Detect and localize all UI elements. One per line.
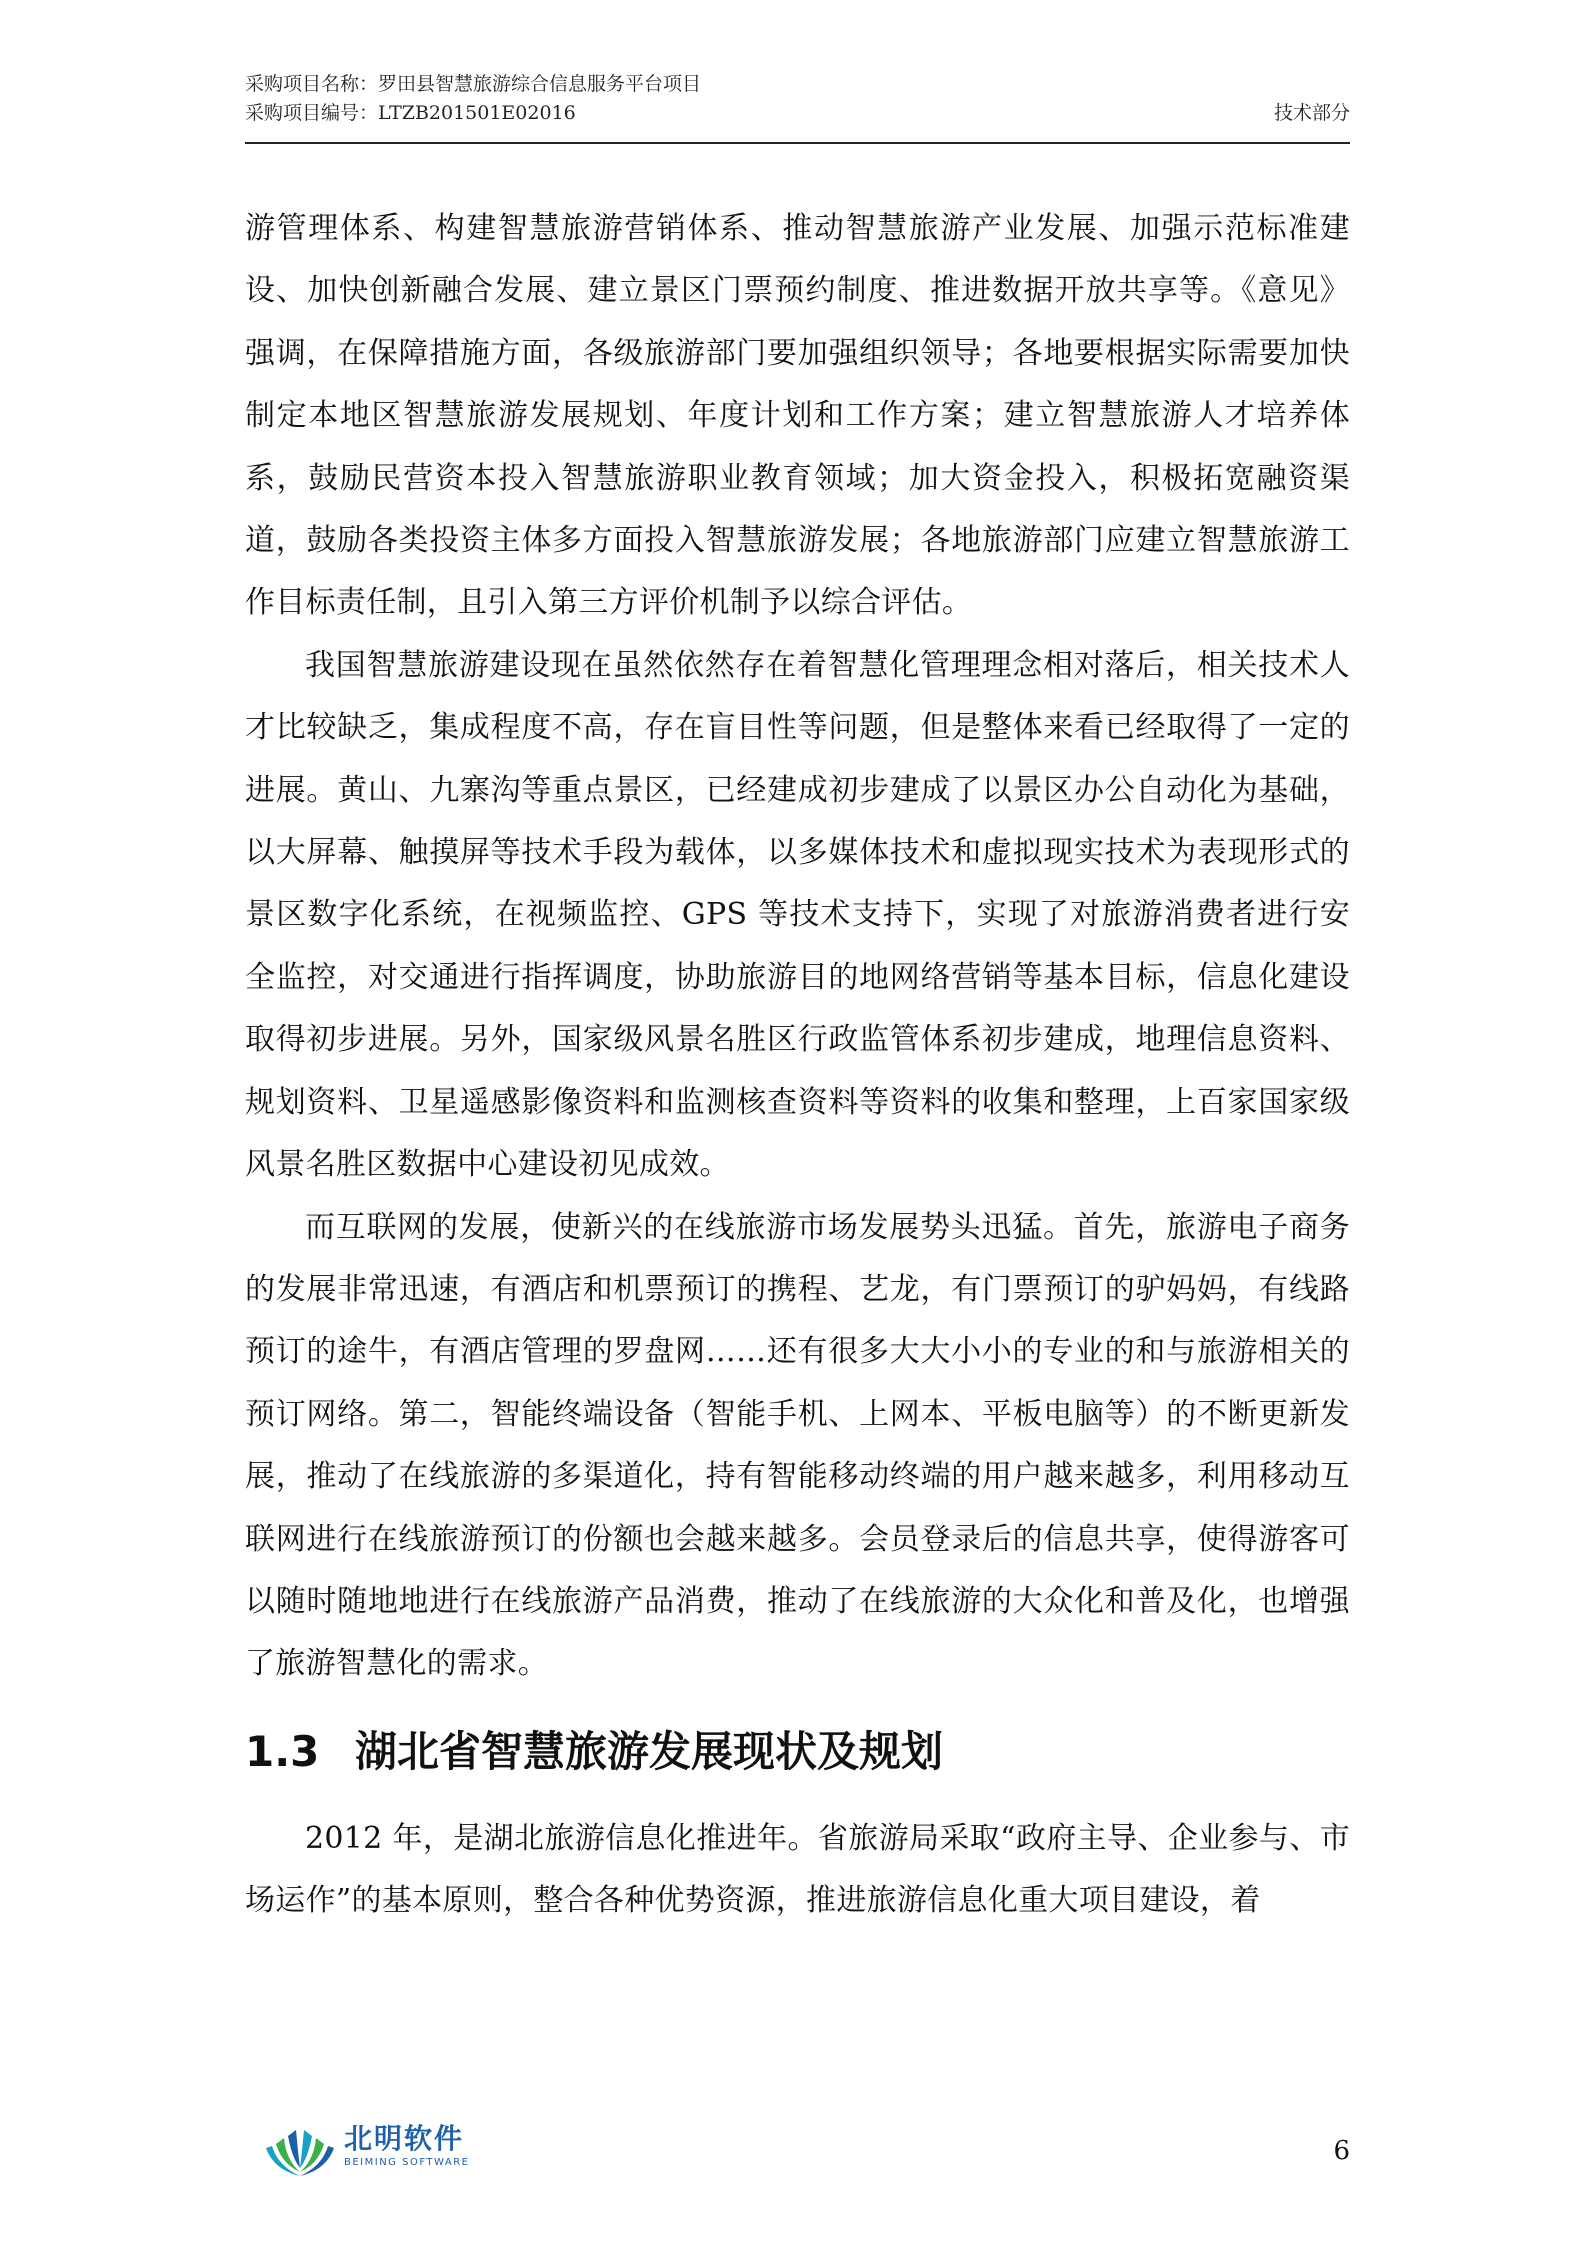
- header-project-name: 采购项目名称：罗田县智慧旅游综合信息服务平台项目: [245, 73, 702, 95]
- header-section-tag: 技术部分: [1273, 102, 1350, 124]
- document-body: [245, 198, 1350, 1933]
- section-paragraph: 2012 年，是湖北旅游信息化推进年。省旅游局采取“政府主导、企业参与、市场运作”的基本原则，整合各种优势资源，推进旅游信息化重大项目建设，着: [245, 1820, 1350, 1919]
- logo-name: 北明软件: [344, 2122, 465, 2155]
- company-logo: [262, 2118, 492, 2182]
- header-project-number: 采购项目编号：LTZB201501E02016: [245, 102, 576, 124]
- page-number: 6: [1333, 2136, 1350, 2166]
- logo-mark-icon: [262, 2118, 338, 2180]
- section-title: 湖北省智慧旅游发展现状及规划: [355, 1726, 944, 1776]
- section-number: 1.3: [245, 1726, 320, 1776]
- header-divider: [245, 142, 1350, 144]
- body-paragraph-2: 我国智慧旅游建设现在虽然依然存在着智慧化管理理念相对落后，相关技术人才比较缺乏，集成程度不高，存在盲目性等问题，但是整体来看已经取得了一定的进展。黄山、九寨沟等重点景区，已经建成初步建成了以景区办公自动化为基础，以大屏幕、触摸屏等技术手段为载体，以多媒体技术和虚拟现实技术为表现形式的景区数字化系统，在视频监控、GPS 等技术支持下，实现了对旅游消费者进行安全监控，对交通进行指挥调度，协助旅游目的地网络营销等基本目标，信息化建设取得初步进展。另外，国家级风景名胜区行政监管体系初步建成，地理信息资料、规划资料、卫星遥感影像资料和监测核查资料等资料的收集和整理，上百家国家级风景名胜区数据中心建设初见成效。: [245, 647, 1350, 1183]
- logo-text: [344, 2122, 469, 2170]
- logo-subtitle: BEIMING SOFTWARE: [344, 2157, 470, 2168]
- header-row-2: [245, 99, 1350, 128]
- page-header: [245, 70, 1350, 128]
- body-paragraph-3: 而互联网的发展，使新兴的在线旅游市场发展势头迅猛。首先，旅游电子商务的发展非常迅速，有酒店和机票预订的携程、艺龙，有门票预订的驴妈妈，有线路预订的途牛，有酒店管理的罗盘网……还有很多大大小小的专业的和与旅游相关的预订网络。第二，智能终端设备（智能手机、上网本、平板电脑等）的不断更新发展，推动了在线旅游的多渠道化，持有智能移动终端的用户越来越多，利用移动互联网进行在线旅游预订的份额也会越来越多。会员登录后的信息共享，使得游客可以随时随地地进行在线旅游产品消费，推动了在线旅游的大众化和普及化，也增强了旅游智慧化的需求。: [245, 1209, 1350, 1682]
- section-heading: [245, 1720, 1350, 1784]
- body-paragraph-1: 游管理体系、构建智慧旅游营销体系、推动智慧旅游产业发展、加强示范标准建设、加快创新融合发展、建立景区门票预约制度、推进数据开放共享等。《意见》强调，在保障措施方面，各级旅游部门要加强组织领导；各地要根据实际需要加快制定本地区智慧旅游发展规划、年度计划和工作方案；建立智慧旅游人才培养体系，鼓励民营资本投入智慧旅游职业教育领域；加大资金投入，积极拓宽融资渠道，鼓励各类投资主体多方面投入智慧旅游发展；各地旅游部门应建立智慧旅游工作目标责任制，且引入第三方评价机制予以综合评估。: [245, 211, 1350, 621]
- header-row-1: [245, 70, 1350, 99]
